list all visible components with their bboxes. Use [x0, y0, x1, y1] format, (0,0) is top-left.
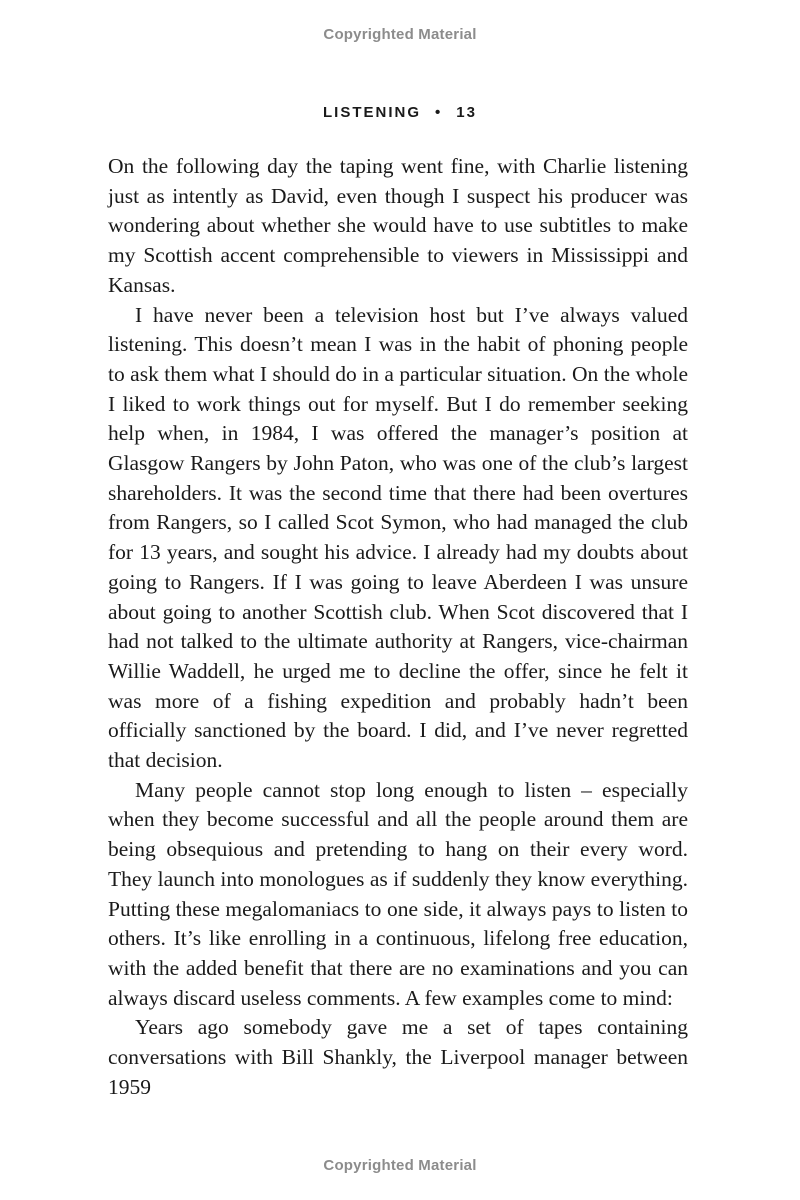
- copyright-watermark-top: Copyrighted Material: [323, 26, 477, 43]
- paragraph: On the following day the taping went fine, with Charlie listening just as intently as David, even though I suspect his producer was wondering about whether she would have to use subtitles to make my Scottish accent comprehensible to viewers in Mississippi and Kansas.: [108, 154, 688, 297]
- running-head-separator: •: [435, 104, 443, 121]
- copyright-watermark-bottom: Copyrighted Material: [323, 1157, 477, 1174]
- paragraph: Many people cannot stop long enough to listen – especially when they become successful and all the people around them are being obsequious and pretending to hang on their every word. They launch into monologues as if suddenly they know everything. Putting these megalomaniacs to one side, it always pays to listen to others. It’s like enrolling in a continuous, lifelong free education, with the added benefit that there are no examinations and you can always discard useless comments. A few examples come to mind:: [108, 777, 688, 1010]
- page-number: 13: [456, 104, 477, 121]
- paragraph: I have never been a television host but I’ve always valued listening. This doesn’t mean I was in the habit of phoning people to ask them what I should do in a particular situation. On the whole I liked to work things out for myself. But I do remember seeking help when, in 1984, I was offered the manager’s position at Glasgow Rangers by John Paton, who was one of the club’s largest shareholders. It was the second time that there had been overtures from Rangers, so I called Scot Symon, who had managed the club for 13 years, and sought his advice. I already had my doubts about going to Rangers. If I was going to leave Aberdeen I was unsure about going to another Scottish club. When Scot discovered that I had not talked to the ultimate authority at Rangers, vice-chairman Willie Waddell, he urged me to decline the offer, since he felt it was more of a fishing expedition and probably hadn’t been officially sanctioned by the board. I did, and I’ve never regretted that decision.: [108, 302, 688, 773]
- paragraph: Years ago somebody gave me a set of tapes containing conversations with Bill Shankly, the Liverpool manager between 1959: [108, 1015, 688, 1099]
- running-head: [0, 104, 800, 121]
- page-body: [108, 152, 688, 1103]
- chapter-title: LISTENING: [323, 104, 422, 121]
